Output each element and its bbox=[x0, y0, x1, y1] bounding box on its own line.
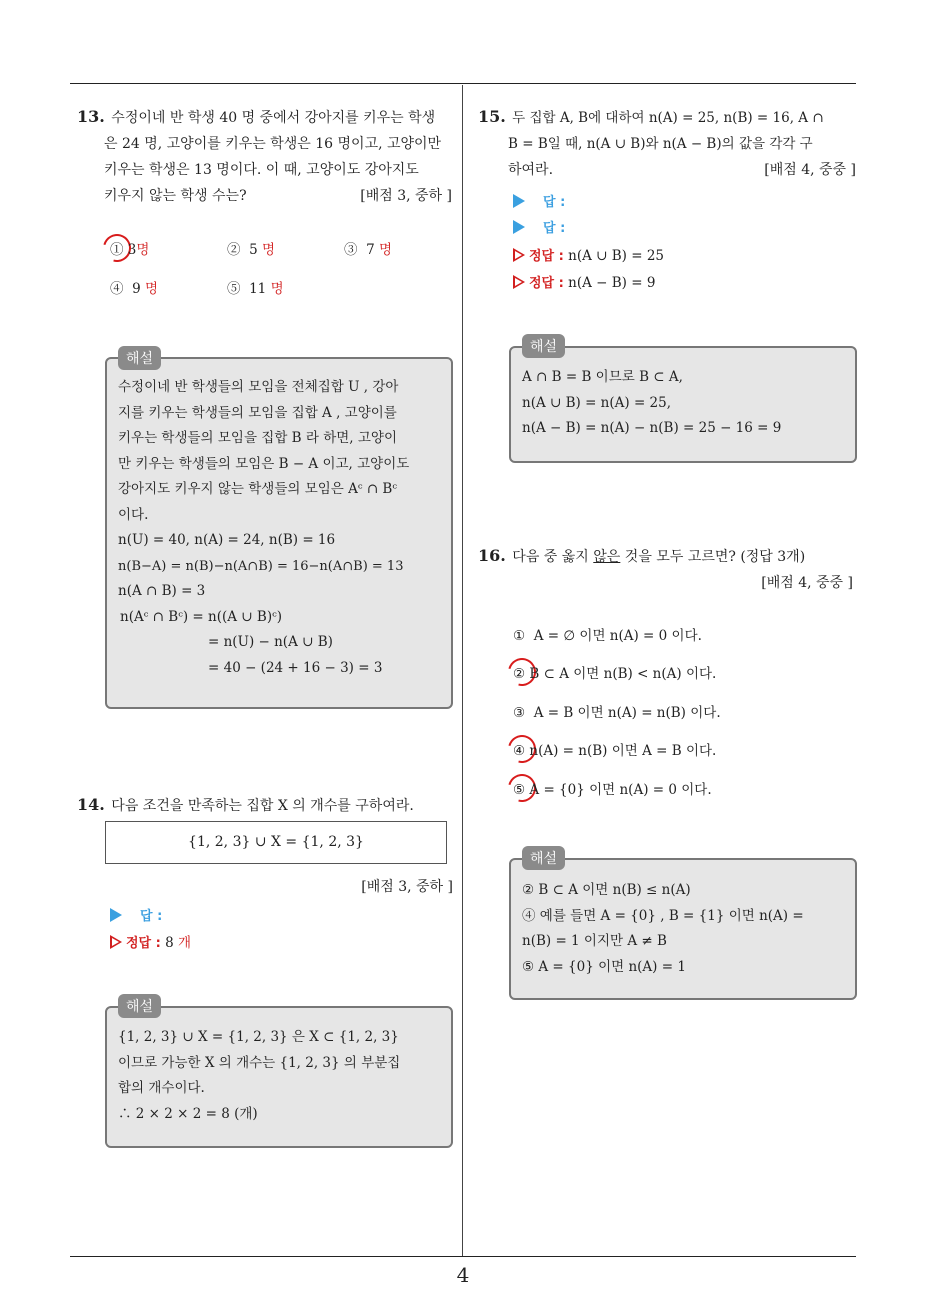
play-icon bbox=[513, 220, 525, 234]
question-15-line-1: 15. 두 집합 A, B에 대하여 n(A) = 25, n(B) = 16, A ∩ bbox=[478, 107, 824, 126]
outline-triangle-icon bbox=[110, 935, 122, 949]
question-15-number: 15. bbox=[478, 107, 506, 126]
play-icon bbox=[110, 908, 122, 922]
correct-row-15b: 정답 : n(A − B) = 9 bbox=[513, 272, 655, 291]
question-13-line-1: 13. 수정이네 반 학생 40 명 중에서 강아지를 키우는 학생 bbox=[77, 107, 436, 126]
question-15-score: [배점 4, 중중 ] bbox=[764, 162, 856, 178]
outline-triangle-icon bbox=[513, 248, 525, 262]
outline-triangle-icon bbox=[513, 275, 525, 289]
page-number: 4 bbox=[456, 1263, 470, 1287]
question-15-line-3: 하여라. [배점 4, 중중 ] bbox=[478, 157, 858, 183]
choice-1[interactable]: ① 3명 bbox=[110, 242, 150, 258]
question-13-line-4: 키우지 않는 학생 수는? [배점 3, 중하 ] bbox=[77, 183, 452, 209]
question-13-score: [배점 3, 중하 ] bbox=[360, 188, 452, 204]
explanation-16: ② B ⊂ A 이면 n(B) ≤ n(A) ④ 예를 들면 A = {0} , B = {1} 이면 n(A) = n(B) = 1 이지만 A ≠ B ⑤ A = {0} 이면 n(A) = 1 bbox=[522, 882, 804, 975]
choice-16-2[interactable]: ② B ⊂ A 이면 n(B) < n(A) 이다. bbox=[513, 666, 717, 682]
column-divider bbox=[462, 85, 463, 1257]
question-16-score: [배점 4, 중중 ] bbox=[761, 575, 853, 591]
answer-row-15a[interactable]: 답 : bbox=[513, 191, 565, 210]
choice-16-4[interactable]: ④ n(A) = n(B) 이면 A = B 이다. bbox=[513, 743, 717, 759]
explanation-15: A ∩ B = B 이므로 B ⊂ A, n(A ∪ B) = n(A) = 25, n(A − B) = n(A) − n(B) = 25 − 16 = 9 bbox=[522, 369, 782, 436]
question-16: 16. 다음 중 옳지 않은 것을 모두 고르면? (정답 3개) bbox=[478, 546, 806, 565]
question-15 bbox=[478, 104, 858, 183]
choice-16-3[interactable]: ③ A = B 이면 n(A) = n(B) 이다. bbox=[513, 705, 721, 721]
choice-16-1[interactable]: ① A = ∅ 이면 n(A) = 0 이다. bbox=[513, 628, 702, 644]
explanation-tag-15: 해설 bbox=[522, 334, 565, 358]
explanation-tag-14: 해설 bbox=[118, 994, 161, 1018]
explanation-tag-16: 해설 bbox=[522, 846, 565, 870]
question-13-line-3: 키우는 학생은 13 명이다. 이 때, 고양이도 강아지도 bbox=[104, 162, 419, 178]
condition-box-14: {1, 2, 3} ∪ X = {1, 2, 3} bbox=[105, 821, 447, 864]
correct-row-14: 정답 : 8 개 bbox=[110, 931, 191, 951]
question-13-line-2: 은 24 명, 고양이를 키우는 학생은 16 명이고, 고양이만 bbox=[104, 136, 442, 152]
top-rule bbox=[70, 83, 856, 84]
question-14: 14. 다음 조건을 만족하는 집합 X 의 개수를 구하여라. bbox=[77, 795, 414, 814]
question-13-number: 13. bbox=[77, 107, 105, 126]
answer-row-14[interactable]: 답 : bbox=[110, 905, 162, 924]
correct-row-15a: 정답 : n(A ∪ B) = 25 bbox=[513, 245, 664, 264]
question-13 bbox=[77, 104, 452, 209]
question-15-line-2: B = B일 때, n(A ∪ B)와 n(A − B)의 값을 각각 구 bbox=[508, 136, 813, 152]
choice-2[interactable]: ② 5 명 bbox=[227, 242, 276, 258]
choice-3[interactable]: ③ 7 명 bbox=[344, 242, 393, 258]
answer-row-15b[interactable]: 답 : bbox=[513, 217, 565, 236]
explanation-13: 수정이네 반 학생들의 모임을 전체집합 U , 강아 지를 키우는 학생들의 모임을 집합 A , 고양이를 키우는 학생들의 모임을 집합 B 라 하면, 고양이 만 키우는 학생들의 모임은 B − A 이고, 고양이도 강아지도 키우지 않는 학생들의 모임은 Aᶜ ∩ Bᶜ 이다. n(U) = 40, n(A) = 24, n(B) = 16 n(B−A) = n(B)−n(A∩B) = 16−n(A∩B) = 13 n(A ∩ B) = 3 n(Aᶜ ∩ Bᶜ) = n((A ∪ B)ᶜ) = n(U) − n(A ∪ B) = 40 − (24 + 16 − 3) = 3 bbox=[118, 379, 410, 676]
choice-5[interactable]: ⑤ 11 명 bbox=[227, 281, 284, 297]
explanation-14: {1, 2, 3} ∪ X = {1, 2, 3} 은 X ⊂ {1, 2, 3} 이므로 가능한 X 의 개수는 {1, 2, 3} 의 부분집 합의 개수이다. ∴ 2 × 2 × 2 = 8 (개) bbox=[118, 1029, 401, 1122]
question-14-score: [배점 3, 중하 ] bbox=[361, 879, 453, 895]
play-icon bbox=[513, 194, 525, 208]
explanation-tag-13: 해설 bbox=[118, 346, 161, 370]
choice-16-5[interactable]: ⑤ A = {0} 이면 n(A) = 0 이다. bbox=[513, 782, 712, 798]
bottom-rule bbox=[70, 1256, 856, 1257]
question-14-number: 14. bbox=[77, 795, 105, 814]
choice-4[interactable]: ④ 9 명 bbox=[110, 281, 159, 297]
question-16-number: 16. bbox=[478, 546, 506, 565]
